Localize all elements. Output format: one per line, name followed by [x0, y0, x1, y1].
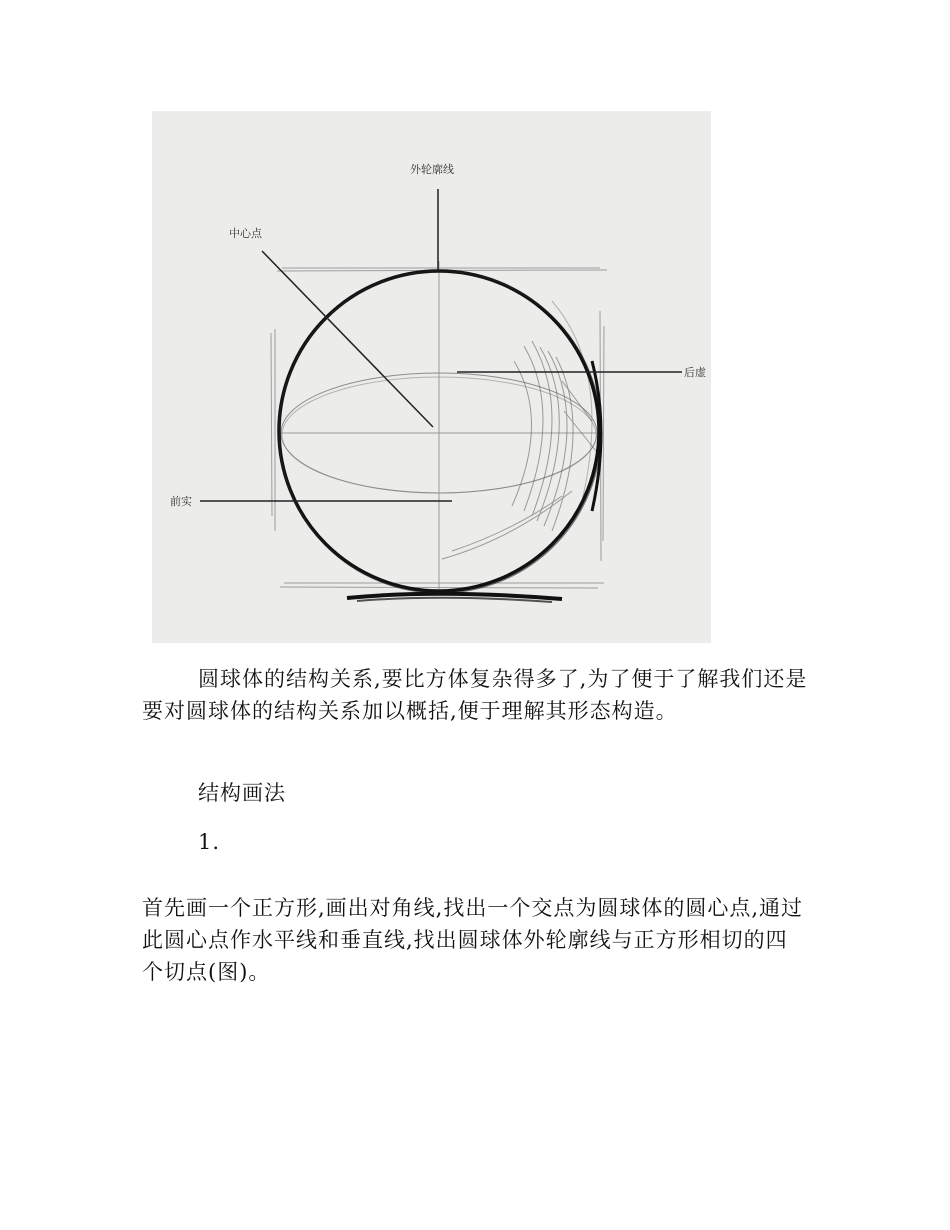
step-number: 1. [198, 830, 221, 854]
label-center: 中心点 [229, 227, 262, 240]
ground-shadow [347, 594, 562, 602]
label-outline: 外轮廓线 [410, 163, 454, 176]
label-back: 后虚 [684, 366, 706, 379]
section-heading: 结构画法 [198, 781, 286, 805]
sphere-outline [279, 271, 601, 593]
sphere-sketch-svg [152, 111, 711, 643]
leader-lines [200, 189, 682, 501]
sphere-structure-drawing [152, 111, 711, 643]
label-front: 前实 [170, 495, 192, 508]
center-axes [280, 261, 602, 589]
intro-paragraph: 圆球体的结构关系,要比方体复杂得多了,为了便于了解我们还是要对圆球体的结构关系加以概括,便于理解其形态构造。 [142, 667, 808, 723]
step-paragraph: 首先画一个正方形,画出对角线,找出一个交点为圆球体的圆心点,通过此圆心点作水平线和垂直线,找出圆球体外轮廓线与正方形相切的四个切点(图)。 [142, 896, 804, 984]
